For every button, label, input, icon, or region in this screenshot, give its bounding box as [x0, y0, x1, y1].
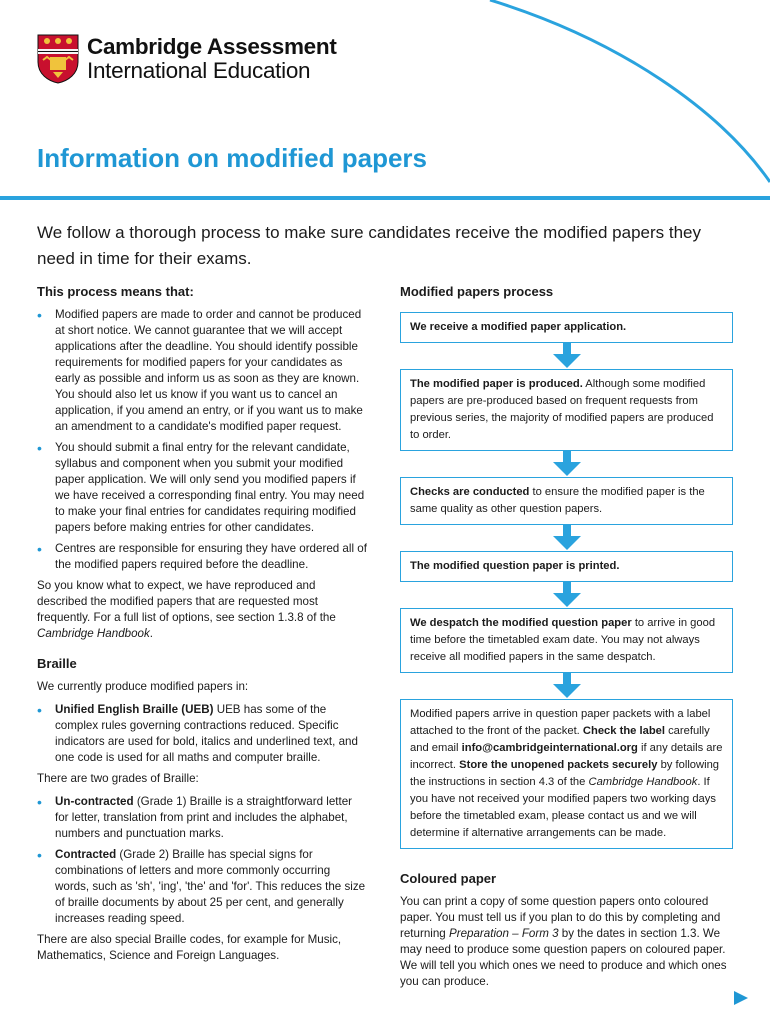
special-codes-text: There are also special Braille codes, for example for Music, Mathematics, Science and Foreign Languages.	[37, 933, 342, 962]
list-item: • Modified papers are made to order and cannot be produced at short notice. We cannot guarantee that we will accept applications after the deadline. You should identify possible requirements for modified papers for your candidates as early as possible and inform us as soon as they are known. You should also let us know if you want us to cancel an application, if you amend an entry, or if you want us to make an amendment to a candidate's modified paper request.	[37, 307, 367, 435]
braille-types-list	[37, 702, 367, 766]
coloured-paper-heading: Coloured paper	[400, 871, 497, 886]
right-column	[400, 284, 733, 997]
coloured-paper-text: You can print a copy of some question papers onto coloured paper. You must tell us if you plan to do this by completing and returning Preparation – Form 3 by the dates in section 1.3. We may need to produce some question papers on coloured paper. We will tell you which ones we need to produce and which ones you can produce.	[400, 895, 727, 988]
process-step-3: Checks are conducted to ensure the modified paper is the same quality as other question papers.	[400, 477, 733, 525]
process-means-heading: This process means that:	[37, 284, 194, 299]
logo[interactable]	[37, 34, 337, 84]
process-step-1: We receive a modified paper application.	[400, 312, 733, 343]
braille-heading: Braille	[37, 656, 77, 671]
down-arrow-icon	[400, 451, 733, 477]
handbook-reference: Cambridge Handbook	[37, 627, 150, 640]
process-step-2: The modified paper is produced. Although some modified papers are pre-produced based on frequent requests from previous series, the majority of modified papers are produced to order.	[400, 369, 733, 451]
left-column	[37, 284, 367, 971]
list-item: • Un-contracted (Grade 1) Braille is a straightforward letter for letter, translation from print and includes the alphabet, numbers and punctuation marks.	[37, 794, 367, 842]
down-arrow-icon	[400, 673, 733, 699]
intro-text: We follow a thorough process to make sure candidates receive the modified papers they need in time for their exams.	[37, 223, 701, 268]
braille-intro: We currently produce modified papers in:	[37, 680, 249, 693]
title-divider	[0, 196, 770, 200]
logo-line-1: Cambridge Assessment	[87, 34, 337, 59]
process-step-5: We despatch the modified question paper to arrive in good time before the timetabled exam date. You may not always receive all modified papers in the same despatch.	[400, 608, 733, 673]
down-arrow-icon	[400, 343, 733, 369]
expect-paragraph: So you know what to expect, we have reproduced and described the modified papers that are requested most frequently. For a full list of options, see section 1.3.8 of the Cambridge Handbook.	[37, 579, 336, 640]
process-bullets	[37, 307, 367, 573]
process-step-6: Modified papers arrive in question paper packets with a label attached to the front of the packet. Check the label carefully and email info@cambridgeinternational.org if any details are incorrect. Store the unopened packets securely by following the instructions in section 4.3 of the Cambridge Handbook. If you have not received your modified papers two working days before the timetabled exam, please contact us and we will determine if alternative arrangements can be made.	[400, 699, 733, 849]
braille-grades-list	[37, 794, 367, 927]
next-page-icon[interactable]	[733, 990, 749, 1006]
logo-line-2: International Education	[87, 58, 311, 83]
process-heading: Modified papers process	[400, 284, 554, 299]
decorative-arc	[0, 0, 770, 210]
list-item: • You should submit a final entry for the relevant candidate, syllabus and component when you submit your modified paper application. We will only send you modified papers if we have received a corresponding final entry. You may need to make your final entries for candidates requiring modified papers before making entries for other candidates.	[37, 440, 367, 536]
list-item: • Contracted (Grade 2) Braille has special signs for combinations of letters and more commonly occurring words, such as 'sh', 'ing', 'the' and 'for'. This reduces the size of braille documents by about 25 per cent, and generally increases reading speed.	[37, 847, 367, 927]
braille-grades-text: There are two grades of Braille:	[37, 772, 199, 785]
list-item: • Unified English Braille (UEB) UEB has some of the complex rules governing contractions reduced. Specific indicators are used for bold, italics and underlined text, and one code is used for all maths and computer braille.	[37, 702, 367, 766]
page-title: Information on modified papers	[37, 143, 428, 173]
process-step-4: The modified question paper is printed.	[400, 551, 733, 582]
list-item: • Centres are responsible for ensuring they have ordered all of the modified papers required before the deadline.	[37, 541, 367, 573]
form-reference: Preparation – Form 3	[448, 927, 559, 940]
cambridge-shield-icon	[37, 34, 79, 84]
down-arrow-icon	[400, 582, 733, 608]
contact-email[interactable]: info@cambridgeinternational.org	[461, 742, 638, 754]
down-arrow-icon	[400, 525, 733, 551]
